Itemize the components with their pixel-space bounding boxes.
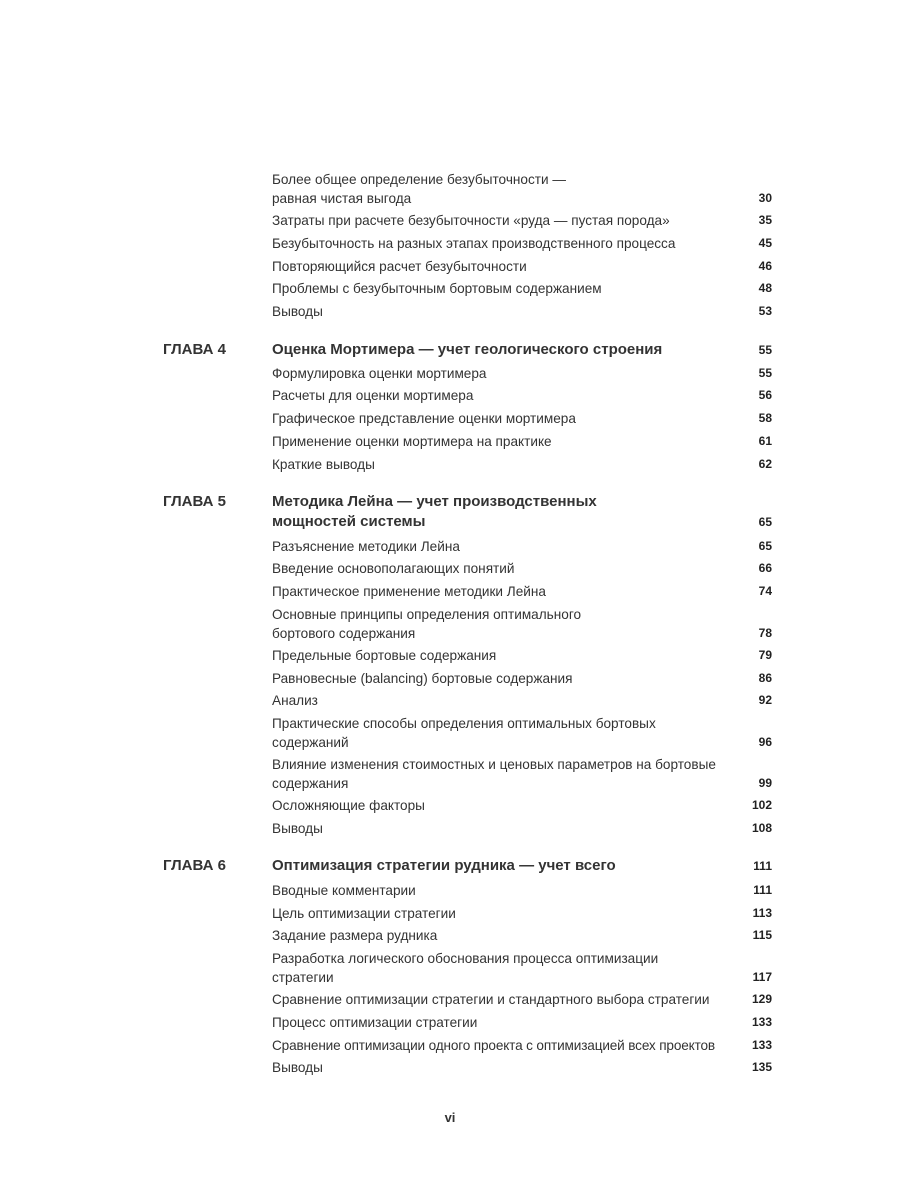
toc-entry-page: 55 bbox=[758, 366, 772, 380]
toc-entry-page: 56 bbox=[758, 388, 772, 402]
toc-entry[interactable] bbox=[272, 211, 772, 230]
toc-entry-title: Проблемы с безубыточным бортовым содержанием bbox=[272, 281, 602, 296]
toc-entry-page: 92 bbox=[758, 693, 772, 707]
toc-entry-page: 108 bbox=[751, 821, 772, 835]
toc-entry-page: 65 bbox=[758, 539, 772, 553]
toc-entry[interactable] bbox=[272, 714, 772, 752]
toc-entry-page: 58 bbox=[758, 411, 772, 425]
toc-entry-title: Основные принципы определения оптимального бортового содержания bbox=[272, 607, 582, 641]
toc-entry[interactable] bbox=[272, 386, 772, 405]
toc-entry-title: Равновесные (balancing) бортовые содержания bbox=[272, 671, 573, 686]
toc-entry-page: 62 bbox=[758, 457, 772, 471]
toc-entry-title: Выводы bbox=[272, 821, 323, 836]
toc-entry-page: 48 bbox=[758, 281, 772, 295]
toc-entry[interactable] bbox=[272, 559, 772, 578]
toc-entry-title: Практическое применение методики Лейна bbox=[272, 584, 546, 599]
toc-entry-title: Разъяснение методики Лейна bbox=[272, 539, 460, 554]
toc-entry-page: 53 bbox=[758, 304, 772, 318]
toc-entry[interactable] bbox=[272, 1036, 772, 1055]
toc-entry-page: 79 bbox=[758, 648, 772, 662]
toc-entry-title: Краткие выводы bbox=[272, 457, 375, 472]
toc-entry[interactable] bbox=[272, 796, 772, 815]
chapter-4-heading[interactable] bbox=[272, 340, 772, 360]
toc-entry-title: Применение оценки мортимера на практике bbox=[272, 434, 552, 449]
toc-entry[interactable] bbox=[272, 691, 772, 710]
toc-entry[interactable] bbox=[272, 881, 772, 900]
toc-entry-page: 66 bbox=[758, 561, 772, 575]
toc-entry-title: Задание размера рудника bbox=[272, 928, 438, 943]
toc-entry-page: 117 bbox=[752, 970, 772, 984]
toc-entry[interactable] bbox=[272, 234, 772, 253]
toc-entry-title: Анализ bbox=[272, 693, 318, 708]
toc-entry-title: Расчеты для оценки мортимера bbox=[272, 388, 474, 403]
toc-entry-page: 129 bbox=[751, 992, 772, 1006]
toc-entry-title: Безубыточность на разных этапах производственного процесса bbox=[272, 236, 676, 251]
toc-entry[interactable] bbox=[272, 257, 772, 276]
toc-entry[interactable] bbox=[272, 582, 772, 601]
toc-entry-title: Влияние изменения стоимостных и ценовых параметров на бортовые содержания bbox=[272, 757, 716, 791]
toc-entry[interactable] bbox=[272, 537, 772, 556]
chapter-6-title: Оптимизация стратегии рудника — учет всего bbox=[272, 857, 616, 874]
chapter-4-label: ГЛАВА 4 bbox=[163, 341, 226, 358]
toc-entry-page: 99 bbox=[758, 776, 772, 790]
chapter-5-heading[interactable] bbox=[272, 492, 772, 532]
toc-entry-page: 74 bbox=[758, 584, 772, 598]
chapter-6-label: ГЛАВА 6 bbox=[163, 857, 226, 874]
toc-entry[interactable] bbox=[272, 755, 772, 793]
toc-entry[interactable] bbox=[272, 364, 772, 383]
toc-entry-page: 111 bbox=[753, 883, 772, 897]
chapter-5-title: Методика Лейна — учет производственных мощностей системы bbox=[272, 493, 597, 530]
toc-entry-page: 113 bbox=[752, 906, 772, 920]
toc-entry[interactable] bbox=[272, 990, 772, 1009]
toc-entry[interactable] bbox=[272, 409, 772, 428]
toc-entry-page: 133 bbox=[751, 1038, 772, 1052]
toc-entry-title: Цель оптимизации стратегии bbox=[272, 906, 456, 921]
toc-entry[interactable] bbox=[272, 646, 772, 665]
chapter-5-label: ГЛАВА 5 bbox=[163, 493, 226, 510]
toc-entry[interactable] bbox=[272, 1058, 772, 1077]
toc-entry[interactable] bbox=[272, 279, 772, 298]
page-number: vi bbox=[444, 1110, 456, 1125]
toc-entry-title: Повторяющийся расчет безубыточности bbox=[272, 259, 527, 274]
toc-entry[interactable] bbox=[272, 949, 772, 987]
toc-entry-title: Графическое представление оценки мортимера bbox=[272, 411, 576, 426]
toc-entry-title: Сравнение оптимизации одного проекта с оптимизацией всех проектов bbox=[272, 1038, 715, 1053]
toc-entry-page: 78 bbox=[758, 626, 772, 640]
toc-entry[interactable] bbox=[272, 904, 772, 923]
toc-entry[interactable] bbox=[272, 170, 772, 208]
chapter-4-page: 55 bbox=[758, 343, 772, 357]
toc-entry-title: Формулировка оценки мортимера bbox=[272, 366, 487, 381]
toc-entry[interactable] bbox=[272, 432, 772, 451]
toc-entry-page: 61 bbox=[758, 434, 772, 448]
chapter-4-title: Оценка Мортимера — учет геологического строения bbox=[272, 341, 663, 358]
toc-entry-page: 35 bbox=[758, 213, 772, 227]
chapter-6-heading[interactable] bbox=[272, 856, 772, 876]
toc-entry-page: 102 bbox=[751, 798, 772, 812]
toc-entry[interactable] bbox=[272, 669, 772, 688]
toc-entry-page: 46 bbox=[758, 259, 772, 273]
toc-entry-title: Осложняющие факторы bbox=[272, 798, 425, 813]
toc-entry-page: 45 bbox=[758, 236, 772, 250]
toc-entry[interactable] bbox=[272, 455, 772, 474]
toc-entry[interactable] bbox=[272, 605, 772, 643]
toc-entry-title: Затраты при расчете безубыточности «руда — пустая порода» bbox=[272, 213, 670, 228]
toc-entry-page: 135 bbox=[751, 1060, 772, 1074]
toc-entry-title: Введение основополагающих понятий bbox=[272, 561, 515, 576]
toc-entry-page: 86 bbox=[758, 671, 772, 685]
toc-entry-title: Разработка логического обоснования процесса оптимизации стратегии bbox=[272, 951, 659, 985]
toc-entry[interactable] bbox=[272, 1013, 772, 1032]
chapter-6-page: 111 bbox=[753, 859, 772, 873]
toc-entry-title: Предельные бортовые содержания bbox=[272, 648, 497, 663]
toc-entry-page: 133 bbox=[751, 1015, 772, 1029]
toc-entry-title: Практические способы определения оптимальных бортовых содержаний bbox=[272, 716, 656, 750]
toc-entry[interactable] bbox=[272, 302, 772, 321]
toc-entry-title: Сравнение оптимизации стратегии и стандартного выбора стратегии bbox=[272, 992, 710, 1007]
toc-entry[interactable] bbox=[272, 926, 772, 945]
toc-entry[interactable] bbox=[272, 819, 772, 838]
toc-entry-page: 96 bbox=[758, 735, 772, 749]
toc-entry-page: 115 bbox=[752, 928, 772, 942]
toc-entry-page: 30 bbox=[758, 191, 772, 205]
toc-entry-title: Процесс оптимизации стратегии bbox=[272, 1015, 478, 1030]
toc-entry-title: Выводы bbox=[272, 304, 323, 319]
chapter-5-page: 65 bbox=[758, 515, 772, 529]
toc-entry-title: Вводные комментарии bbox=[272, 883, 416, 898]
toc-entry-title: Выводы bbox=[272, 1060, 323, 1075]
toc-entry-title: Более общее определение безубыточности — равная чистая выгода bbox=[272, 172, 566, 206]
